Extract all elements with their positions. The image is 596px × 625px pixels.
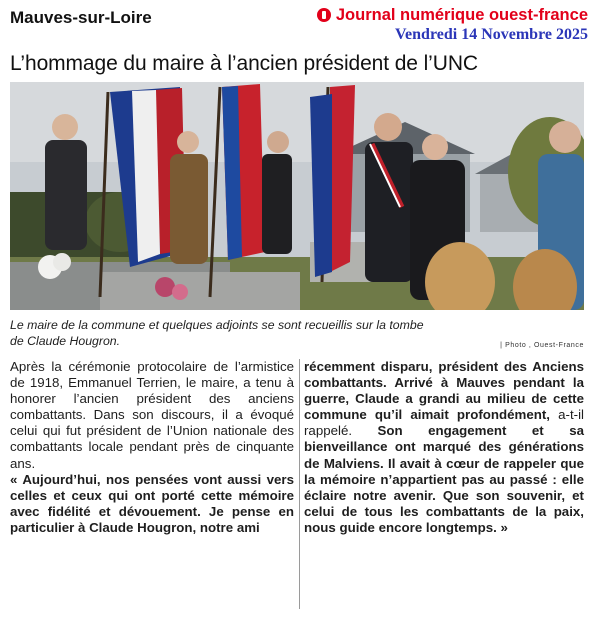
article-headline: L’hommage du maire à l’ancien président de l’UNC [10, 52, 478, 75]
quote-end: Son engagement et sa bienveillance ont marqué des générations de Malviens. Il avait à cœur de rappeler que la mémoire n’appartient pas au passé : elle éclaire notre avenir. Que son souvenir, et celui de tous les combattants de la paix, nous guide encore longtemps. » [304, 423, 584, 535]
photo-illustration [10, 82, 584, 310]
caption-line-1: Le maire de la commune et quelques adjoints se sont recueillis sur la tombe [10, 318, 424, 332]
publication-date: Vendredi 14 Novembre 2025 [394, 26, 588, 44]
attribution: a-t-il rappelé. [304, 407, 584, 439]
quote-continued: récemment disparu, président des Anciens combattants. Arrivé à Mauves pendant la guerre, Claude a grandi au milieu de cette commune qu’il aimait profondément, [304, 359, 584, 423]
locality-title: Mauves-sur-Loire [10, 8, 152, 27]
article-column-right [304, 359, 584, 536]
photo-caption [10, 318, 584, 349]
brand-name: Journal numérique ouest-france [335, 6, 588, 24]
body-paragraph-2 [304, 359, 584, 536]
body-quote-start: « Aujourd’hui, nos pensées vont aussi vers celles et ceux qui ont porté cette mémoire avec fidélité et dévouement. Je pense en particulier à Claude Hougron, notre ami [10, 471, 294, 535]
photo-credit: | Photo , Ouest-France [500, 342, 584, 349]
caption-line-2: de Claude Hougron. [10, 333, 121, 348]
article-photo [10, 82, 584, 310]
body-paragraph-1: Après la cérémonie protocolaire de l’armistice de 1918, Emmanuel Terrien, le maire, a tenu à honorer l’ancien président des anciens combattants. Dans son discours, il a évoqué celui qui fut président de l’Union nationale des combattants locale pendant près de cinquante ans. [10, 359, 294, 471]
column-divider [299, 359, 300, 609]
newspaper-brand [317, 6, 588, 44]
article-column-left [10, 359, 294, 536]
brand-line [317, 6, 588, 24]
ouest-france-logo-icon [317, 8, 331, 22]
